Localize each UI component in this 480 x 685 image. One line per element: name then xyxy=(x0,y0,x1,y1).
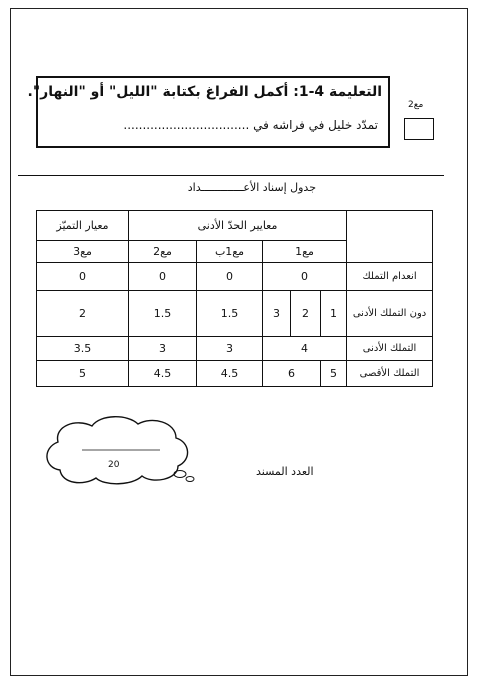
total-score-value: 20 xyxy=(108,460,120,470)
cell-value: 4.5 xyxy=(197,361,263,387)
table-row xyxy=(37,361,433,387)
total-score-label: العدد المسند xyxy=(256,465,314,478)
cell-value: 4 xyxy=(263,337,347,361)
instruction-title: التعليمة 4-1: أكمل الفراغ بكتابة "الليل" أو "النهار". xyxy=(27,84,382,100)
cell-value: 0 xyxy=(263,263,347,291)
cell-value: 3 xyxy=(197,337,263,361)
cell-value: 3 xyxy=(129,337,197,361)
header-corner xyxy=(347,211,433,263)
row-label: انعدام التملك xyxy=(347,263,433,291)
cell-value: 5 xyxy=(321,361,347,387)
cell-value: 1.5 xyxy=(129,291,197,337)
instruction-sentence: تمدّد خليل في فراشه في ................................. xyxy=(123,118,378,132)
header-c4: مع3 xyxy=(37,241,129,263)
table-caption: جدول إسناد الأعـــــــــــــداد xyxy=(187,181,316,194)
cell-value: 2 xyxy=(37,291,129,337)
cell-value: 2 xyxy=(291,291,321,337)
row-label: التملك الأدنى xyxy=(347,337,433,361)
cell-value: 0 xyxy=(197,263,263,291)
table-row xyxy=(37,291,433,337)
cell-value: 1 xyxy=(321,291,347,337)
instruction-box xyxy=(27,76,390,148)
mark-label: مع2 xyxy=(408,100,424,110)
cell-value: 0 xyxy=(37,263,129,291)
table-row xyxy=(37,263,433,291)
header-excellence: معيار التميّز xyxy=(37,211,129,241)
cell-value: 4.5 xyxy=(129,361,197,387)
cell-value: 3 xyxy=(263,291,291,337)
cell-value: 0 xyxy=(129,263,197,291)
header-c1: مع1 xyxy=(263,241,347,263)
header-c2: مع1ب xyxy=(197,241,263,263)
row-label: دون التملك الأدنى xyxy=(347,291,433,337)
cell-value: 6 xyxy=(263,361,321,387)
header-c3: مع2 xyxy=(129,241,197,263)
cell-value: 5 xyxy=(37,361,129,387)
header-min-criteria: معايير الحدّ الأدنى xyxy=(129,211,347,241)
cell-value: 1.5 xyxy=(197,291,263,337)
mark-box xyxy=(404,118,434,140)
divider-line xyxy=(18,175,444,176)
row-label: التملك الأقصى xyxy=(347,361,433,387)
cell-value: 3.5 xyxy=(37,337,129,361)
score-cloud-shape xyxy=(40,412,196,488)
table-row xyxy=(37,337,433,361)
grading-table xyxy=(36,210,433,387)
